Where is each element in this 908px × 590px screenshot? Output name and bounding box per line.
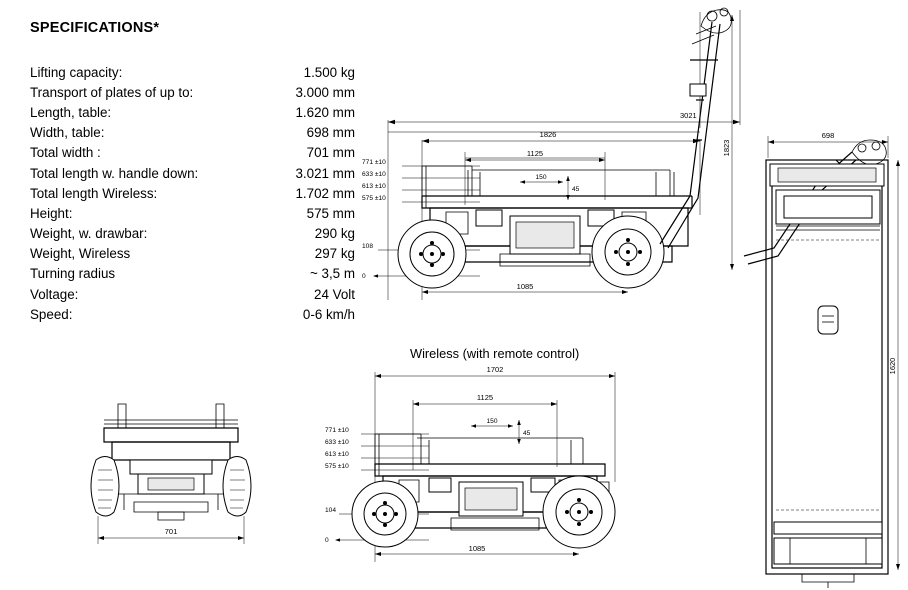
page-title: SPECIFICATIONS* bbox=[30, 20, 160, 36]
spec-label: Total length Wireless: bbox=[30, 185, 158, 201]
dim-offset-0-wireless: 0 bbox=[325, 537, 329, 544]
spec-value: 3.000 mm bbox=[295, 84, 355, 100]
table-row bbox=[30, 264, 355, 284]
table-row bbox=[30, 284, 355, 304]
dim-150-wireless: 150 bbox=[486, 418, 498, 425]
spec-label: Total length w. handle down: bbox=[30, 165, 199, 181]
table-row bbox=[30, 244, 355, 264]
dim-height-613: 613 ±10 bbox=[362, 183, 386, 190]
specifications-table bbox=[30, 62, 355, 324]
spec-label: Length, table: bbox=[30, 104, 112, 120]
table-row bbox=[30, 224, 355, 244]
tyre-left bbox=[91, 457, 119, 517]
dim-height-633-wireless: 633 ±10 bbox=[325, 439, 349, 446]
dim-height-575: 575 ±10 bbox=[362, 195, 386, 202]
dim-table-length-wireless: 1125 bbox=[476, 393, 494, 402]
spec-value: 297 kg bbox=[314, 246, 355, 262]
front-view-701-drawing bbox=[78, 398, 268, 558]
spec-value: 290 kg bbox=[314, 226, 355, 242]
spec-value: 0-6 km/h bbox=[302, 306, 355, 322]
spec-value: ~ 3,5 m bbox=[309, 266, 355, 282]
spec-label: Width, table: bbox=[30, 125, 105, 141]
dim-height-771-wireless: 771 ±10 bbox=[325, 427, 349, 434]
spec-value: 3.021 mm bbox=[295, 165, 355, 181]
wheel-rear bbox=[592, 216, 664, 288]
spec-label: Voltage: bbox=[30, 286, 79, 302]
spec-value: 24 Volt bbox=[314, 286, 355, 302]
dim-chassis-length: 1826 bbox=[539, 130, 557, 139]
wheel-front bbox=[398, 220, 466, 288]
dim-wheelbase: 1085 bbox=[516, 282, 534, 291]
wheel-front-wireless bbox=[352, 481, 418, 547]
spec-value: 1.702 mm bbox=[295, 185, 355, 201]
wireless-caption: Wireless (with remote control) bbox=[410, 346, 580, 361]
spec-label: Transport of plates of up to: bbox=[30, 84, 194, 100]
dim-height-613-wireless: 613 ±10 bbox=[325, 451, 349, 458]
table-row bbox=[30, 183, 355, 203]
dim-handle-height: 1823 bbox=[722, 139, 731, 157]
spec-label: Total width : bbox=[30, 145, 101, 161]
dim-table-length: 1125 bbox=[526, 149, 544, 158]
spec-label: Turning radius bbox=[30, 266, 116, 282]
dim-height-633: 633 ±10 bbox=[362, 171, 386, 178]
dim-height-771: 771 ±10 bbox=[362, 159, 386, 166]
dim-overall-length: 3021 bbox=[680, 111, 697, 120]
spec-label: Speed: bbox=[30, 306, 73, 322]
spec-value: 1.620 mm bbox=[295, 104, 355, 120]
spec-label: Height: bbox=[30, 205, 73, 221]
table-row bbox=[30, 163, 355, 183]
spec-label: Weight, Wireless bbox=[30, 246, 131, 262]
dim-offset-104: 104 bbox=[325, 507, 337, 514]
dim-overall-length-wireless: 1702 bbox=[486, 365, 504, 374]
dim-offset-108: 108 bbox=[362, 243, 374, 250]
dim-height-575-wireless: 575 ±10 bbox=[325, 463, 349, 470]
spec-value: 1.500 kg bbox=[303, 64, 355, 80]
dim-150: 150 bbox=[535, 174, 547, 181]
spec-label: Weight, w. drawbar: bbox=[30, 226, 148, 242]
dim-wheelbase-wireless: 1085 bbox=[468, 544, 486, 553]
wheel-rear-wireless bbox=[543, 476, 615, 548]
table-row bbox=[30, 203, 355, 223]
table-row bbox=[30, 102, 355, 122]
spec-value: 575 mm bbox=[306, 205, 355, 221]
spec-value: 698 mm bbox=[306, 125, 355, 141]
dim-45-wireless: 45 bbox=[523, 430, 531, 437]
dim-total-width: 701 bbox=[164, 527, 178, 536]
dim-offset-0: 0 bbox=[362, 273, 366, 280]
table-row bbox=[30, 123, 355, 143]
table-row bbox=[30, 304, 355, 324]
table-row bbox=[30, 82, 355, 102]
spec-label: Lifting capacity: bbox=[30, 64, 123, 80]
dim-length-1620: 1620 bbox=[888, 357, 897, 375]
spec-value: 701 mm bbox=[306, 145, 355, 161]
dim-45: 45 bbox=[572, 186, 580, 193]
front-view-drawing bbox=[740, 130, 908, 590]
drawbar-handle bbox=[660, 22, 720, 248]
side-view-wireless-drawing bbox=[325, 362, 655, 587]
dim-table-width: 698 bbox=[821, 131, 835, 140]
table-row bbox=[30, 62, 355, 82]
tyre-right bbox=[223, 457, 251, 517]
table-row bbox=[30, 143, 355, 163]
